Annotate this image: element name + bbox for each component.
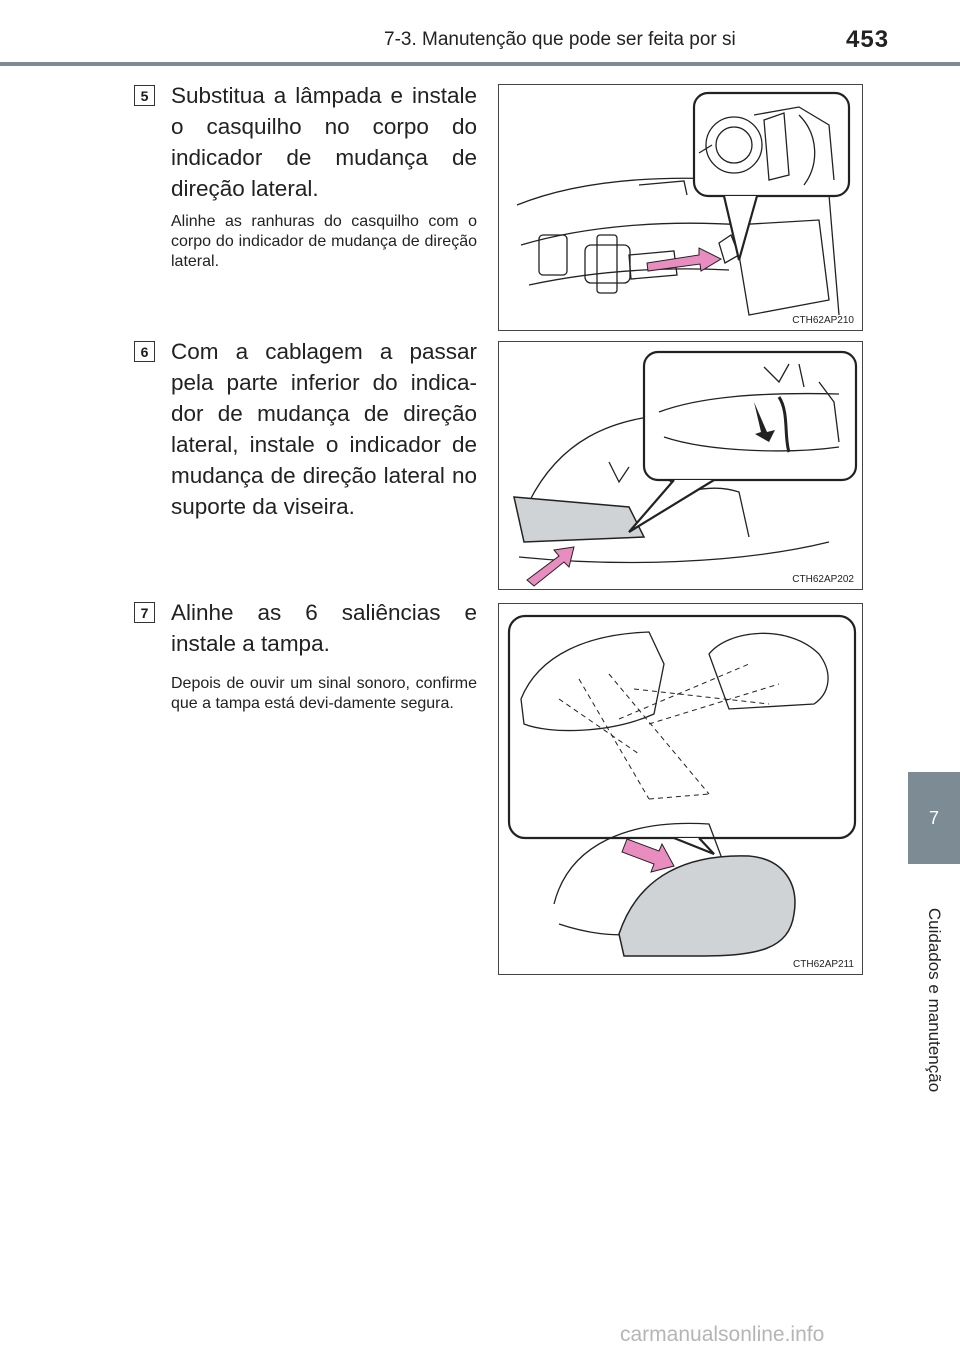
step-6-text: Com a cablagem a passar pela parte inferior do indica-dor de mudança de direção lateral, instale o indicador de mudança de direção lateral no suporte da viseira. [171, 339, 477, 519]
step-7-note: Depois de ouvir um sinal sonoro, confirme que a tampa está devi-damente segura. [171, 675, 477, 712]
section-title: 7-3. Manutenção que pode ser feita por si [384, 29, 736, 50]
step-badge-6: 6 [134, 341, 155, 362]
figure-cover-install [498, 603, 863, 975]
indicator-install-illustration [499, 342, 861, 588]
figure-code: CTH62AP211 [793, 959, 854, 970]
header-rule [0, 62, 960, 66]
figure-code: CTH62AP210 [792, 315, 854, 326]
step-badge-5: 5 [134, 85, 155, 106]
step-badge-7: 7 [134, 602, 155, 623]
figure-indicator-install [498, 341, 863, 590]
figure-bulb-socket [498, 84, 863, 331]
chapter-tab[interactable]: 7 [908, 772, 960, 864]
watermark: carmanualsonline.info [620, 1323, 825, 1346]
chapter-label: Cuidados e manutenção [925, 907, 944, 1093]
bulb-socket-illustration [499, 85, 861, 329]
step-5-note: Alinhe as ranhuras do casquilho com o corpo do indicador de mudança de direção lateral. [171, 213, 477, 270]
page-number: 453 [846, 26, 890, 53]
step-7-text: Alinhe as 6 saliências e instale a tampa. [171, 600, 477, 656]
step-5-text: Substitua a lâmpada e instale o casquilho no corpo do indicador de mudança de direção lateral. [171, 83, 477, 201]
figure-code: CTH62AP202 [792, 574, 854, 585]
cover-install-illustration [499, 604, 861, 973]
